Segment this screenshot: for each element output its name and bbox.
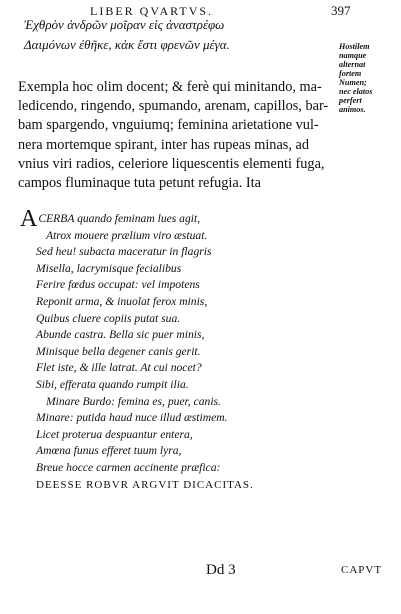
poem-line: Minare Burdo: femina es, puer, canis. xyxy=(46,394,221,408)
poem-line: Licet proterua despuantur entera, xyxy=(36,427,193,441)
greek-quote-line-2: Δαιμόνων ἐθῆκε, κἀκ ἔστι φρενῶν μέγα. xyxy=(24,37,230,52)
poem-first-line xyxy=(20,206,326,232)
poem-line: Atrox mouere prælium viro æstuat. xyxy=(46,228,208,242)
prose-line: Exempla hoc olim docent; & ferè qui minitando, ma- xyxy=(18,79,322,95)
marginal-note-line: Hostilem xyxy=(339,42,370,51)
marginal-note-line: perfert xyxy=(339,96,362,105)
page-number: 397 xyxy=(331,3,351,18)
poem-first-line-text: CERBA quando feminam lues agit, xyxy=(38,212,201,225)
marginal-note xyxy=(339,42,399,114)
poem-line: Ferire fœdus occupat: vel impotens xyxy=(36,278,200,292)
catchword: CAPVT xyxy=(341,564,383,576)
poem-line: Misella, lacrymisque fecialibus xyxy=(36,261,182,275)
poem-closing-line: DEESSE ROBVR ARGVIT DICACITAS. xyxy=(36,478,254,491)
poem-line: Breue hocce carmen accinente præfica: xyxy=(36,460,221,474)
running-head: LIBER QVARTVS. xyxy=(90,4,214,18)
marginal-note-line: fortem xyxy=(339,69,362,78)
poem-line: Amœna funus efferet tuum lyra, xyxy=(36,444,182,458)
poem-line: Abunde castra. Bella sic puer minis, xyxy=(36,328,205,342)
drop-cap: A xyxy=(20,206,38,232)
poem-line: Minare: putida haud nuce illud æstimem. xyxy=(36,411,228,425)
poem xyxy=(20,206,326,493)
marginal-note-line: namque xyxy=(339,51,367,60)
marginal-note-line: Numen; xyxy=(339,78,367,87)
marginal-note-line: animos. xyxy=(339,105,366,114)
prose-paragraph xyxy=(18,78,338,193)
marginal-note-line: alternat xyxy=(339,60,366,69)
poem-line: Sed heu! subacta maceratur in flagris xyxy=(36,245,212,259)
signature-mark: Dd 3 xyxy=(206,562,236,578)
poem-line: Minisque bella degener canis gerit. xyxy=(36,344,201,358)
greek-quote-line-1: Ἐχθρὸν ἀνδρῶν μοῖραν εἰς ἀναστρέφω xyxy=(24,17,225,32)
poem-line: Sibi, efferata quando rumpit ilia. xyxy=(36,377,189,391)
prose-line: vnius viri radios, celeriore liquescentis elementi fuga, xyxy=(18,155,325,172)
prose-line: campos fluminaque tuta petunt refugia. Ita xyxy=(18,175,261,192)
poem-line: Reponit arma, & inuolat ferox minis, xyxy=(36,294,208,308)
marginal-note-line: nec elatos xyxy=(339,87,373,96)
prose-line: bam spargendo, vnguiumq; feminina arietatione vul- xyxy=(18,117,319,134)
poem-line: Quibus cluere copiis putat sua. xyxy=(36,311,181,325)
prose-line: nera mortemque spirant, inter has rupeas minas, ad xyxy=(18,136,310,153)
prose-line: ledicendo, ringendo, spumando, arenam, capillos, bar- xyxy=(18,98,329,115)
poem-line: Flet iste, & ille latrat. At cui nocet? xyxy=(36,361,202,375)
